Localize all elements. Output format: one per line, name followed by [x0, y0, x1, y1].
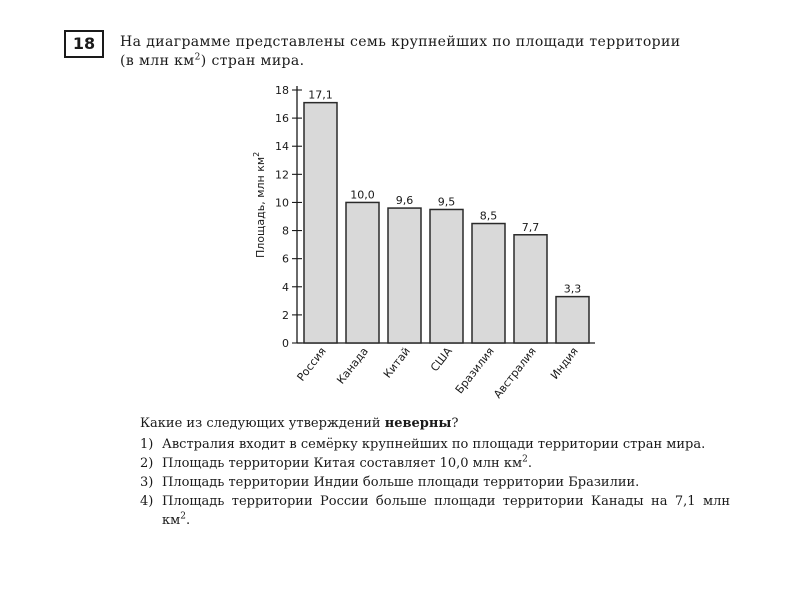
task-intro — [120, 33, 730, 71]
bar-0 — [304, 103, 337, 343]
y-tick-label-4: 4 — [282, 280, 289, 294]
statement-1: 1) Австралия входит в семёрку крупнейших по площади территории стран мира. — [140, 437, 706, 452]
y-tick-label-16: 16 — [275, 112, 289, 126]
y-tick-label-14: 14 — [275, 140, 289, 154]
category-label-6: Индия — [547, 344, 581, 382]
y-tick-label-18: 18 — [275, 84, 289, 97]
bar-5 — [514, 235, 547, 343]
questions-header: Какие из следующих утверждений неверны? — [140, 416, 459, 431]
statement-2: 2) Площадь территории Китая составляет 10,0 млн $км^2$. — [140, 454, 532, 471]
data-label-3: 9,5 — [437, 195, 456, 209]
y-tick-label-0: 0 — [282, 337, 289, 350]
data-label-6: 3,3 — [563, 282, 582, 296]
task-number: 18 — [64, 30, 104, 58]
category-label-5: Австралия — [491, 344, 539, 401]
category-label-0: Россия — [294, 344, 329, 384]
y-tick-label-2: 2 — [282, 308, 289, 322]
y-tick-label-12: 12 — [275, 168, 289, 182]
data-label-4: 8,5 — [479, 209, 498, 223]
statement-4: 4) Площадь территории России больше площади территории Канады на 7,1 млн $км^2$. — [140, 494, 730, 528]
data-label-2: 9,6 — [395, 194, 414, 208]
statement-3: 3) Площадь территории Индии больше площади территории Бразилии. — [140, 475, 640, 490]
intro-line-1: На диаграмме представлены семь крупнейших по площади территории — [120, 34, 681, 50]
intro-line-2: (в млн $км^2$) стран мира. — [120, 52, 305, 69]
category-label-1: Канада — [334, 344, 371, 387]
y-tick-label-8: 8 — [282, 224, 289, 238]
bar-6 — [556, 297, 589, 343]
data-label-1: 10,0 — [350, 188, 375, 202]
category-label-2: Китай — [380, 344, 413, 381]
data-label-5: 7,7 — [521, 220, 540, 234]
bar-2 — [388, 208, 421, 343]
data-label-0: 17,1 — [308, 88, 333, 102]
category-label-4: Бразилия — [452, 344, 497, 397]
category-label-3: США — [428, 344, 455, 375]
bar-3 — [430, 209, 463, 343]
y-axis-label: Площадь, млн $км^2$ — [252, 151, 267, 258]
bar-4 — [472, 224, 505, 343]
y-tick-label-6: 6 — [282, 252, 289, 266]
bar-chart — [235, 78, 605, 408]
bar-1 — [346, 202, 379, 343]
questions-block — [140, 414, 730, 530]
y-tick-label-10: 10 — [275, 196, 289, 210]
